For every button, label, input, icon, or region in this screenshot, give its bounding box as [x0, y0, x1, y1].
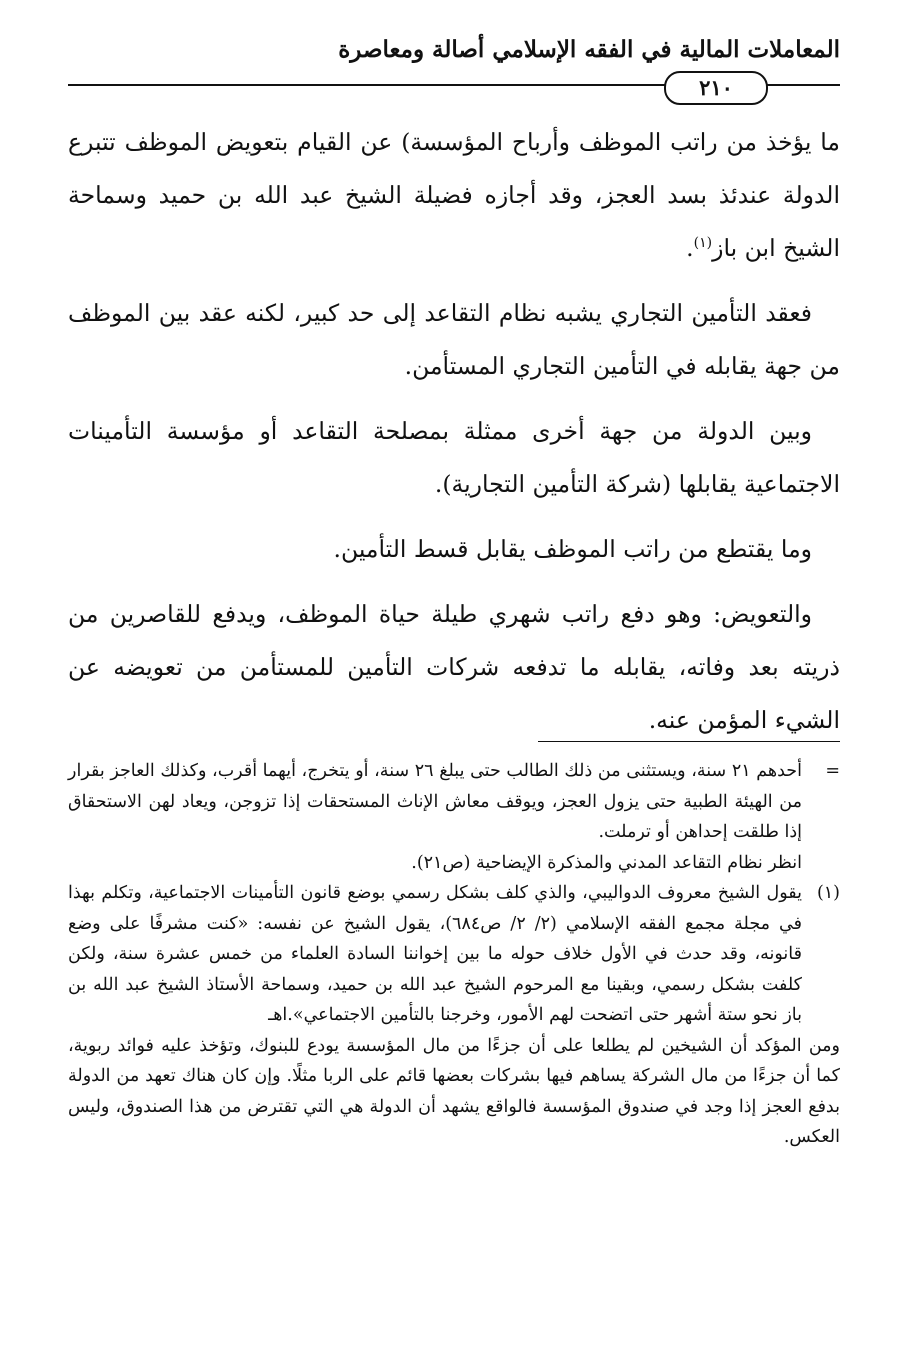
main-text: [68, 116, 840, 759]
paragraph-4: وما يقتطع من راتب الموظف يقابل قسط التأمين.: [333, 535, 812, 563]
footnote-continued: [68, 756, 840, 848]
footnote-source-line: انظر نظام التقاعد المدني والمذكرة الإيضاحية (ص٢١).: [411, 852, 802, 873]
paragraph-1-text: ما يؤخذ من راتب الموظف وأرباح المؤسسة) عن القيام بتعويض الموظف تتبرع الدولة عندئذ بسد العجز، وقد أجازه فضيلة الشيخ عبد الله بن حميد وسماحة الشيخ ابن باز: [68, 128, 840, 262]
paragraph-2: فعقد التأمين التجاري يشبه نظام التقاعد إلى حد كبير، لكنه عقد بين الموظف من جهة يقابله في التأمين التجاري المستأمن.: [68, 299, 840, 380]
footnote-1: [68, 878, 840, 1031]
continuation-marker: =: [825, 761, 840, 781]
footnote-separator: [538, 741, 840, 742]
footnote-1-marker: (١): [816, 883, 840, 903]
paragraph-3: وبين الدولة من جهة أخرى ممثلة بمصلحة التقاعد أو مؤسسة التأمينات الاجتماعية يقابلها (شركة التأمين التجارية).: [68, 417, 840, 498]
running-header-title: المعاملات المالية في الفقه الإسلامي أصالة ومعاصرة: [338, 36, 840, 63]
footnotes-section: [68, 756, 840, 1153]
paragraph-5: والتعويض: وهو دفع راتب شهري طيلة حياة الموظف، ويدفع للقاصرين من ذريته بعد وفاته، يقابله ما تدفعه شركات التأمين للمستأمن من تعويضه عن الشيء المؤمن عنه.: [68, 600, 840, 734]
footnote-1-continued: ومن المؤكد أن الشيخين لم يطلعا على أن جزءًا من مال المؤسسة يودع للبنوك، وتؤخذ عليه فوائد ربوية، كما أن جزءًا من مال الشركة يساهم فيها بشركات بعضها قائم على الربا مثلًا. وإن كان هناك تعهد من الدولة بدفع العجز إذا وجد في صندوق المؤسسة فالواقع يشهد أن الدولة هي التي تقترض من هذا الصندوق، وليس العكس.: [68, 1035, 840, 1147]
paragraph-1: [68, 116, 840, 275]
footnote-1-text: يقول الشيخ معروف الدواليبي، والذي كلف بشكل رسمي بوضع قانون التأمينات الاجتماعية، وتكلم بهذا في مجلة مجمع الفقه الإسلامي (٢/ ٢/ ص٦٨٤)، يقول الشيخ عن نفسه: «كنت مشرفًا على وضع قانونه، وقد حدث في الأول خلاف حوله ما بين إخواننا السادة العلماء من خمس عشرة سنة، ولكن كلفت بشكل رسمي، وبقينا مع المرحوم الشيخ عبد الله بن حميد، وسماحة الأستاذ الشيخ عبد الله بن باز نحو ستة أشهر حتى اتضحت لهم الأمور، وخرجنا بالتأمين الاجتماعي».اهـ: [68, 883, 802, 1025]
paragraph-1-end: .: [686, 234, 694, 262]
page-number-badge: ٢١٠: [664, 71, 768, 105]
footnote-continued-text: أحدهم ٢١ سنة، ويستثنى من ذلك الطالب حتى يبلغ ٢٦ سنة، أو يتخرج، أيهما أقرب، وكذلك العاجز بقرار من الهيئة الطبية حتى يزول العجز، ويوقف معاش الإناث المستحقات إذا تزوجن، ويعاد لهن الاستحقاق إذا طلقت إحداهن أو ترملت.: [68, 761, 802, 842]
footnote-reference-1[interactable]: (١): [693, 235, 713, 252]
